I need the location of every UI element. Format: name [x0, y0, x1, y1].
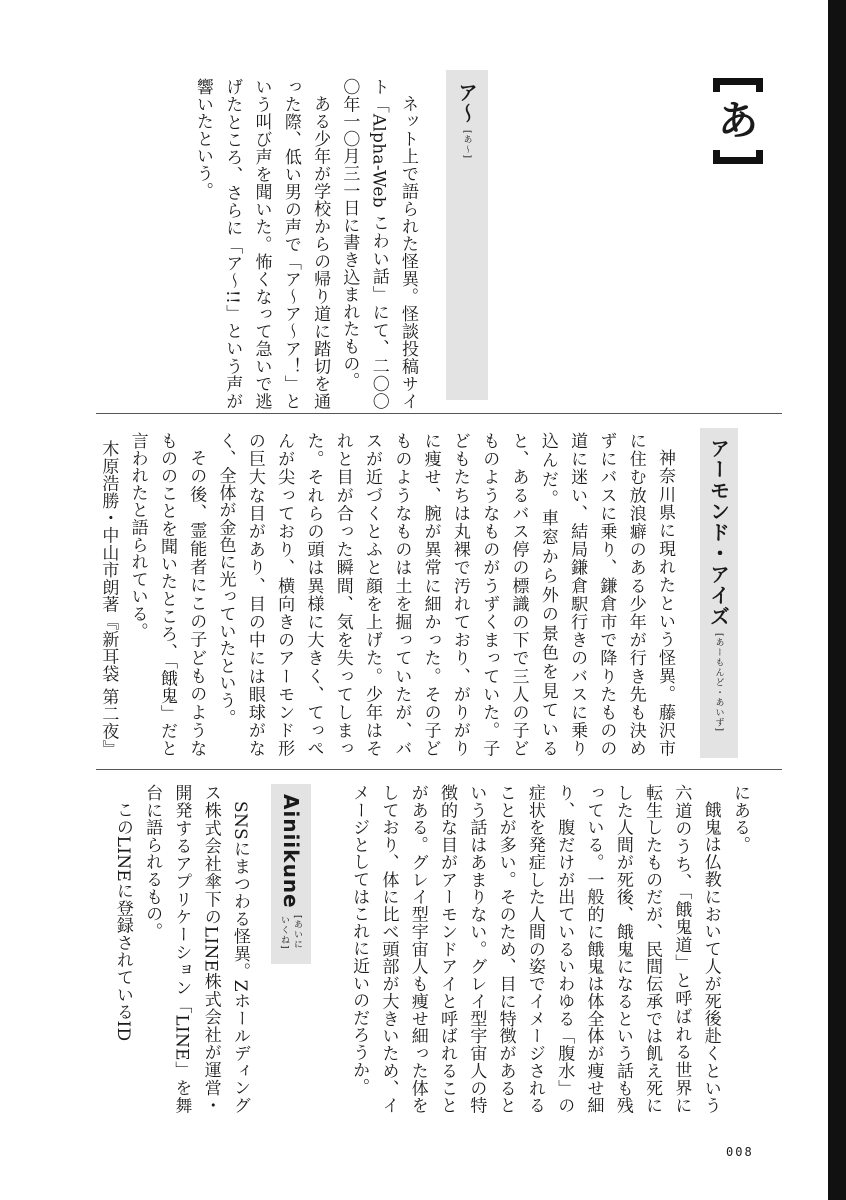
entry-title-box — [446, 70, 488, 400]
entry-title: ア～ — [454, 82, 479, 124]
entry-reading: [あーもんど・あいず] — [713, 633, 724, 733]
source-citation: 木原浩勝・中山市朗著『新耳袋 第二夜』 — [98, 439, 119, 757]
page-number: 008 — [726, 1145, 754, 1159]
entry-title: Ainiikune — [279, 794, 303, 909]
paragraph: SNSにまつわる怪異。Zホールディングス株式会社傘下のLINE株式会社が運営・開発するアプリケーション「LINE」を舞台に語られるもの。 — [142, 784, 250, 1114]
section-divider — [96, 413, 782, 414]
entry-body — [94, 432, 679, 757]
entry-body — [94, 784, 254, 1114]
bracket-top — [713, 78, 763, 92]
chapter-marker — [713, 78, 763, 164]
entry-title: アーモンド・アイズ — [706, 438, 731, 627]
paragraph: 神奈川県に現れたという怪異。藤沢市に住む放浪癖のある少年が行き先も決めずにバスに乗り、鎌倉市で降りたものの道に迷い、結局鎌倉駅行きのバスに乗り込んだ。車窓から外の景色を見ていると、あるバス停の標識の下で三人の子どものようなものがうずくまっていた。子どもたちは丸裸で汚れており、がりがりに痩せ、腕が異常に細かった。その子どものようなものは土を掘っていたが、バスが近づくとふと顔を上げた。少年はそれと目が合った瞬間、気を失ってしまった。それらの頭は異様に大きく、てっぺんが尖っており、横向きのアーモンド形の巨大な目があり、目の中には眼球がなく、全体が金色に光っていたという。 — [215, 432, 675, 757]
entry-reading: [あ～] — [461, 130, 472, 160]
chapter-label: あ — [718, 98, 758, 144]
entry-body — [182, 78, 422, 410]
entry-title-box — [700, 428, 738, 758]
paragraph: にある。 — [730, 784, 750, 854]
page-edge-bar — [828, 0, 846, 1200]
paragraph: 餓鬼は仏教において人が死後赴くという六道のうち、「餓鬼道」と呼ばれる世界に転生したものだが、民間伝承では飢え死にした人間が死後、餓鬼になるという話も残っている。一般的に餓鬼は体全体が痩せ細り、腹だけが出ているいわゆる「腹水」の症状を発症した人間の姿でイメージされることが多い。そのため、目に特徴があるという話はあまりない。グレイ型宇宙人の特徴的な目がアーモンドアイと呼ばれることがある。グレイ型宇宙人も痩せ細った体をしており、体に比べ頭部が大きいため、イメージとしてはこれに近いのだろうか。 — [349, 784, 721, 1114]
entry-reading: [あいにいくね] — [279, 914, 302, 950]
paragraph: このLINEに登録されているID — [112, 801, 133, 1042]
entry-continuation — [344, 784, 754, 1114]
entry-title-box — [271, 784, 311, 964]
paragraph: その後、霊能者にこの子どものようなもののことを聞いたところ、「餓鬼」だと言われたと語られている。 — [127, 432, 207, 757]
section-divider — [96, 769, 782, 770]
bracket-bottom — [713, 150, 763, 164]
paragraph: ネット上で語られた怪異。怪談投稿サイト「Alpha-Web こわい話」にて、二〇〇〇年一〇月三一日に書き込まれたもの。 — [339, 78, 418, 410]
paragraph: ある少年が学校からの帰り道に踏切を通った際、低い男の声で「ア～ア～ア！」という叫び声を聞いた。怖くなって急いで逃げたところ、さらに「ア～!!」という声が響いたという。 — [192, 78, 331, 410]
